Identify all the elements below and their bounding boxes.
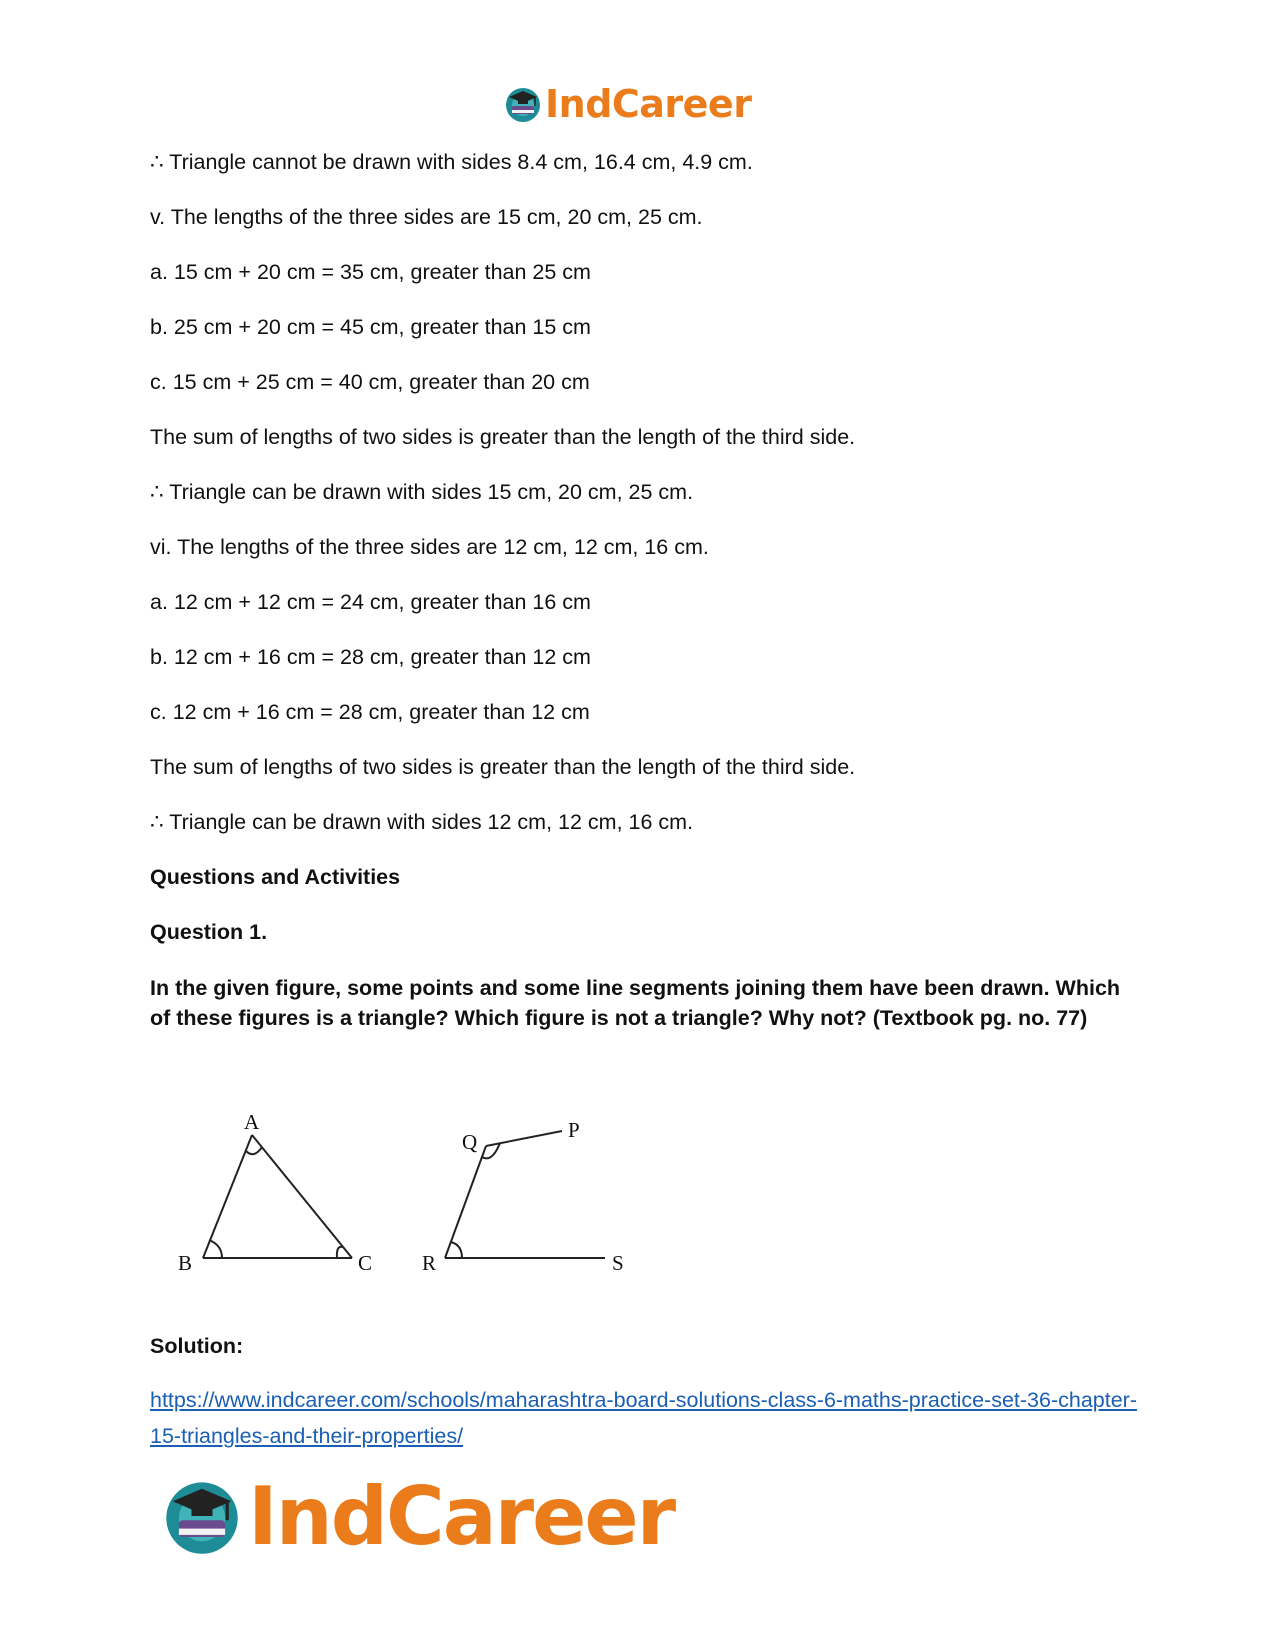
graduation-globe-icon [503, 84, 543, 124]
header-logo [503, 80, 751, 128]
segment-qr [445, 1146, 486, 1258]
solution-link[interactable]: https://www.indcareer.com/schools/maharashtra-board-solutions-class-6-maths-practice-set-36-chapter-15-triangles-and-their-properties/ [150, 1388, 1137, 1448]
step-line: b. 12 cm + 16 cm = 28 cm, greater than 12 cm [150, 645, 591, 669]
label-a: A [244, 1110, 260, 1134]
case-vi-heading: vi. The lengths of the three sides are 12 cm, 12 cm, 16 cm. [150, 535, 709, 559]
angle-c-arc [337, 1247, 343, 1258]
logo-text: IndCareer [248, 1469, 675, 1563]
angle-r-arc [451, 1242, 462, 1258]
triangle-figure [170, 1105, 650, 1290]
conclusion-line: ∴ Triangle can be drawn with sides 12 cm, 12 cm, 16 cm. [150, 810, 694, 834]
logo-text: IndCareer [545, 82, 752, 126]
rule-line: The sum of lengths of two sides is greater than the length of the third side. [150, 755, 856, 779]
question-label: Question 1. [150, 920, 268, 944]
step-line: a. 12 cm + 12 cm = 24 cm, greater than 16 cm [150, 590, 591, 614]
solution-label: Solution: [150, 1334, 244, 1358]
graduation-globe-icon [160, 1474, 244, 1558]
figure-drawing [170, 1105, 650, 1285]
label-b: B [178, 1251, 193, 1275]
angle-a-arc [246, 1147, 262, 1154]
label-c: C [358, 1251, 373, 1275]
label-r: R [422, 1251, 437, 1275]
label-q: Q [462, 1130, 478, 1154]
conclusion-line: ∴ Triangle cannot be drawn with sides 8.4 cm, 16.4 cm, 4.9 cm. [150, 150, 753, 174]
step-line: c. 15 cm + 25 cm = 40 cm, greater than 20 cm [150, 370, 590, 394]
step-line: a. 15 cm + 20 cm = 35 cm, greater than 25 cm [150, 260, 591, 284]
section-heading: Questions and Activities [150, 865, 401, 889]
segment-ac [252, 1135, 352, 1258]
conclusion-line: ∴ Triangle can be drawn with sides 15 cm, 20 cm, 25 cm. [150, 480, 694, 504]
footer-logo [160, 1470, 674, 1562]
rule-line: The sum of lengths of two sides is greater than the length of the third side. [150, 425, 856, 449]
case-v-heading: v. The lengths of the three sides are 15 cm, 20 cm, 25 cm. [150, 205, 703, 229]
step-line: c. 12 cm + 16 cm = 28 cm, greater than 12 cm [150, 700, 590, 724]
question-text: In the given figure, some points and some line segments joining them have been drawn. Which of these figures is a triangle? Which figure is not a triangle? Why not? (Textbook pg. no. 77) [150, 976, 1121, 1030]
segment-qp [486, 1131, 562, 1146]
label-s: S [612, 1251, 624, 1275]
step-line: b. 25 cm + 20 cm = 45 cm, greater than 15 cm [150, 315, 591, 339]
angle-b-arc [209, 1240, 222, 1258]
label-p: P [568, 1118, 580, 1142]
